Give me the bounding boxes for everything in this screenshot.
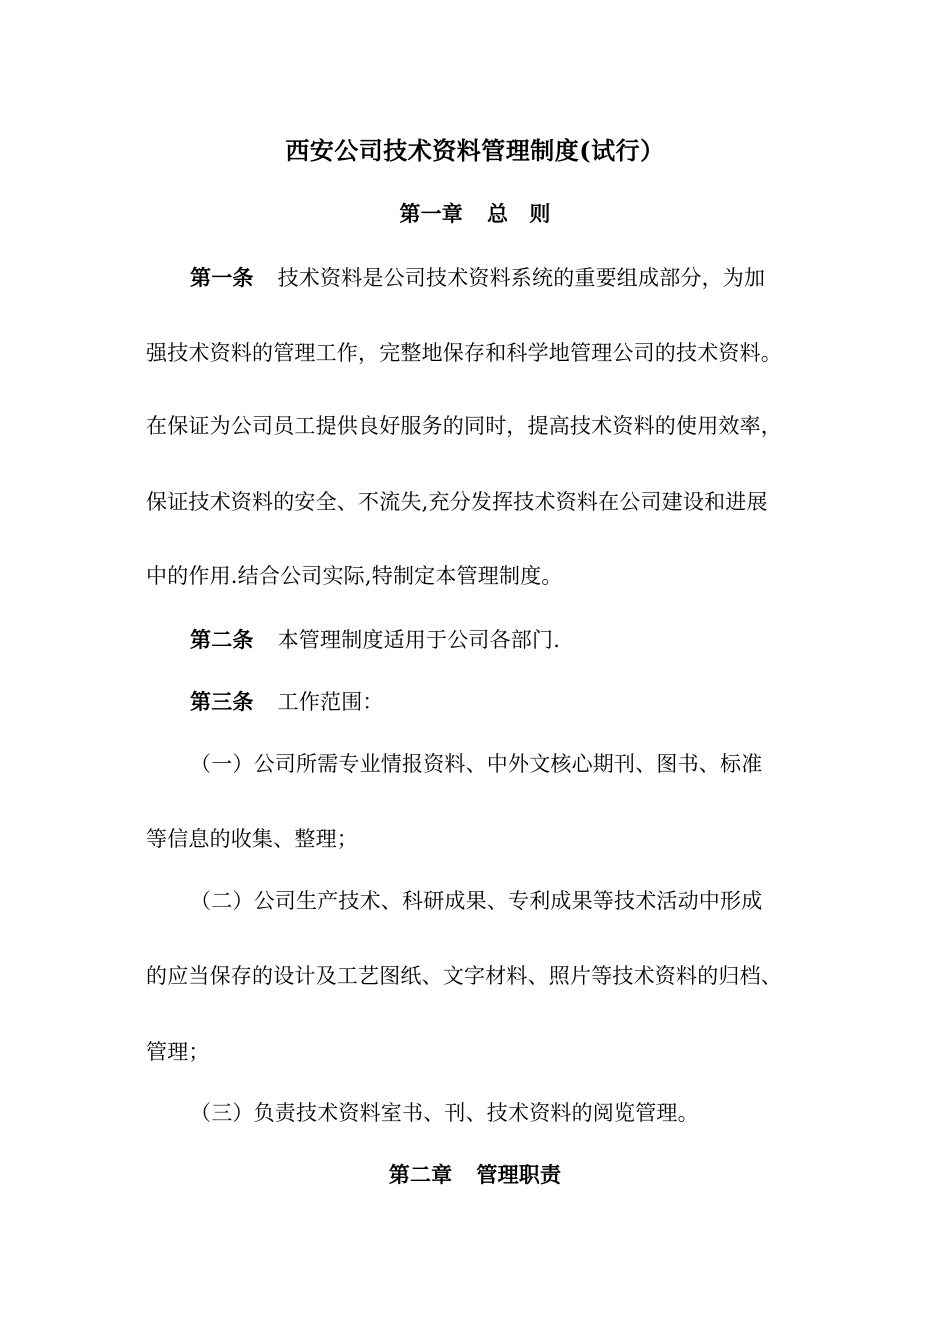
item-2-line-3: 管理；: [146, 1040, 210, 1064]
document-title: 西安公司技术资料管理制度(试行）: [285, 136, 665, 165]
item-1-line-1: （一）公司所需专业情报资料、中外文核心期刊、图书、标准: [190, 752, 763, 776]
item-2-line-1: （二）公司生产技术、科研成果、专利成果等技术活动中形成: [190, 889, 763, 913]
article-1-line-2: 强技术资料的管理工作，完整地保存和科学地管理公司的技术资料。: [146, 341, 782, 365]
article-1-line-1: [190, 263, 854, 293]
chapter-1-name: 总 则: [487, 201, 551, 226]
article-1-line-4: 保证技术资料的安全、不流失,充分发挥技术资料在公司建设和进展: [146, 490, 768, 514]
chapter-2-number: 第二章: [388, 1162, 453, 1187]
chapter-1-number: 第一章: [399, 201, 463, 226]
chapter-1-heading: [0, 199, 950, 229]
article-2-text: 本管理制度适用于公司各部门.: [277, 628, 561, 652]
article-1-text: 技术资料是公司技术资料系统的重要组成部分，为加: [277, 266, 766, 290]
article-3: [190, 687, 854, 717]
item-2-line-2: 的应当保存的设计及工艺图纸、文字材料、照片等技术资料的归档、: [146, 964, 782, 988]
article-3-label: 第三条: [190, 689, 254, 714]
article-2-label: 第二条: [190, 627, 254, 652]
chapter-2-name: 管理职责: [476, 1162, 562, 1187]
article-1-line-3: 在保证为公司员工提供良好服务的同时，提高技术资料的使用效率，: [146, 414, 782, 438]
article-1-line-5: 中的作用.结合公司实际,特制定本管理制度。: [146, 564, 563, 588]
chapter-2-heading: [0, 1160, 950, 1190]
item-3-line-1: （三）负责技术资料室书、刊、技术资料的阅览管理。: [190, 1101, 699, 1125]
item-1-line-2: 等信息的收集、整理；: [146, 827, 358, 851]
article-3-text: 工作范围：: [277, 690, 384, 714]
article-1-label: 第一条: [190, 265, 254, 290]
article-2: [190, 625, 854, 655]
